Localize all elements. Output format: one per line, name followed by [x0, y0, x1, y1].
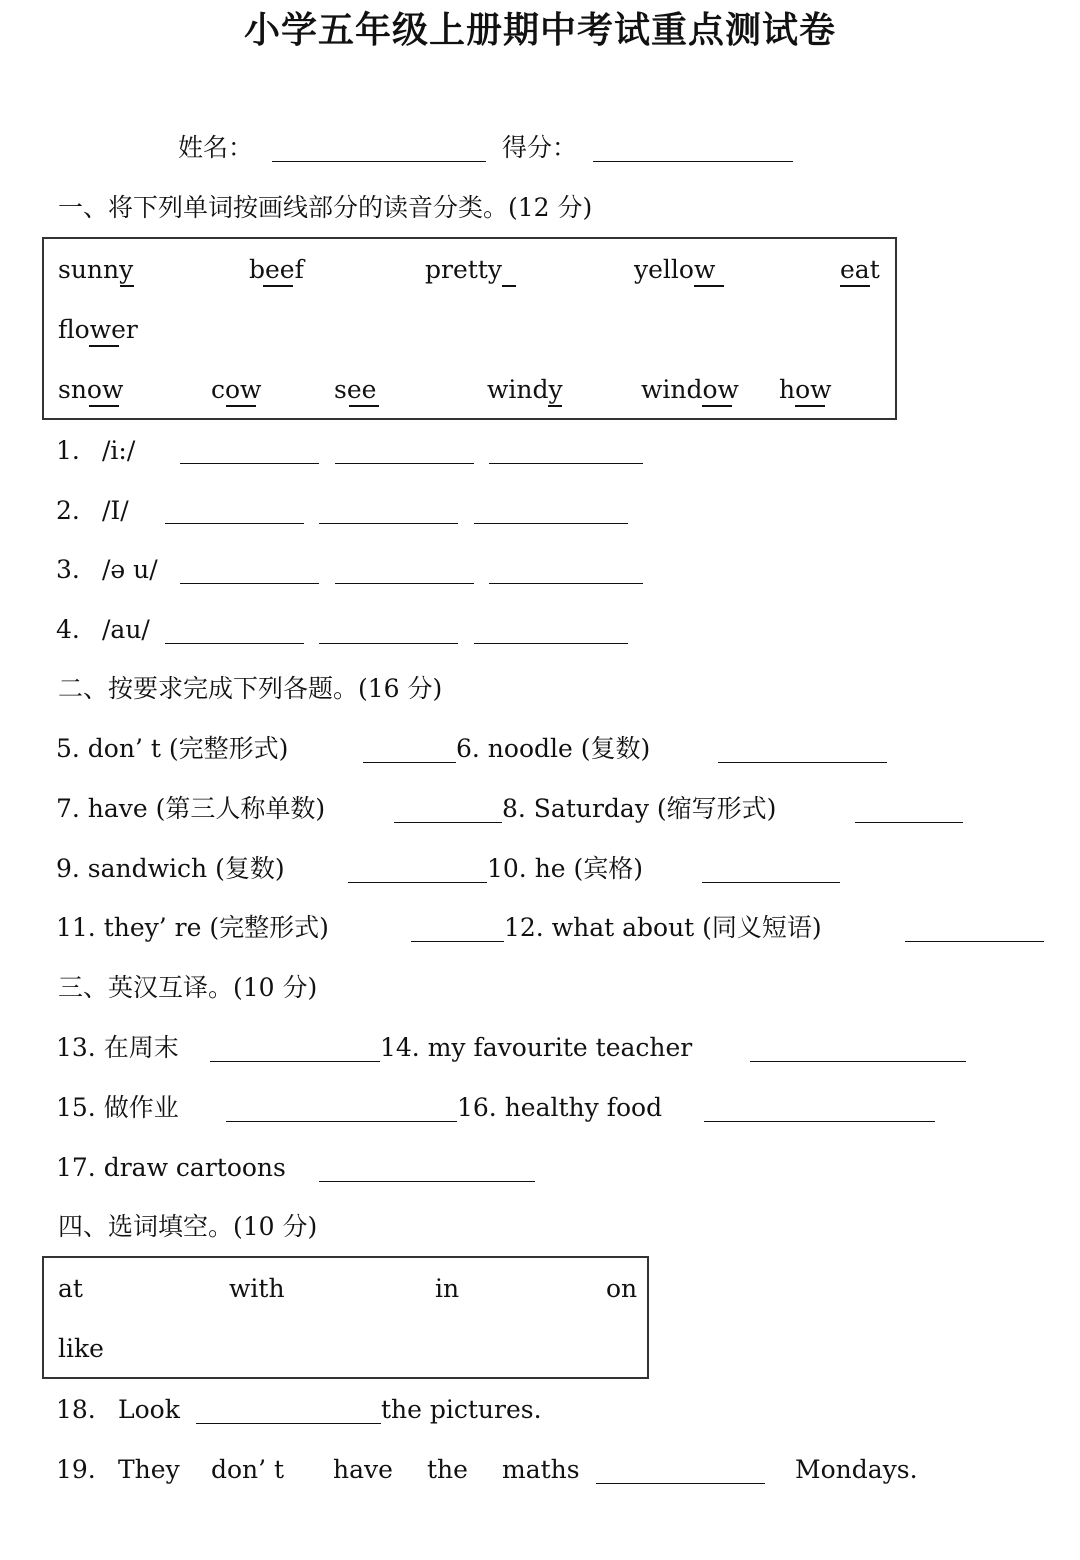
score-label: 得分：: [502, 133, 578, 162]
question-5: 5. don’ t (完整形式): [56, 734, 289, 763]
answer-blank[interactable]: [165, 643, 304, 644]
section4-heading: 四、选词填空。(10 分): [58, 1212, 318, 1241]
question-12: 12. what about (同义短语): [504, 913, 822, 942]
answer-blank[interactable]: [226, 1121, 457, 1122]
question-10: 10. he (宾格): [487, 854, 644, 883]
item-2: [56, 494, 129, 528]
word-yellow: yellow: [634, 255, 716, 284]
word-with: with: [229, 1274, 285, 1303]
word-how: how: [779, 375, 832, 404]
word-beef: beef: [249, 255, 304, 284]
question-9: 9. sandwich (复数): [56, 854, 285, 883]
word-cow: cow: [211, 375, 262, 404]
answer-blank[interactable]: [474, 523, 628, 524]
question-18-text-end: the pictures.: [381, 1395, 542, 1424]
question-13: 13. 在周末: [56, 1033, 179, 1062]
name-field[interactable]: [272, 161, 486, 162]
phonetic-symbol: /au/: [102, 615, 150, 644]
answer-blank[interactable]: [319, 1181, 535, 1182]
question-19-word: have: [333, 1455, 393, 1484]
question-18-text-start: Look: [118, 1395, 180, 1424]
question-19-word: maths: [502, 1455, 580, 1484]
question-7: 7. have (第三人称单数): [56, 794, 326, 823]
answer-blank[interactable]: [335, 463, 474, 464]
word-on: on: [606, 1274, 638, 1303]
name-label: 姓名：: [178, 133, 254, 162]
question-19-word: They: [118, 1455, 180, 1484]
word-pretty: pretty: [425, 255, 502, 284]
answer-blank[interactable]: [704, 1121, 935, 1122]
word-box-1: [42, 237, 897, 420]
underline-mark: [795, 405, 825, 407]
word-windy: windy: [487, 375, 563, 404]
word-see: see: [334, 375, 377, 404]
section1-heading: 一、将下列单词按画线部分的读音分类。(12 分): [58, 193, 593, 222]
question-6: 6. noodle (复数): [456, 734, 651, 763]
question-11: 11. they’ re (完整形式): [56, 913, 329, 942]
question-8: 8. Saturday (缩写形式): [502, 794, 777, 823]
answer-blank[interactable]: [335, 583, 474, 584]
section2-heading: 二、按要求完成下列各题。(16 分): [58, 674, 443, 703]
answer-blank[interactable]: [718, 762, 887, 763]
section3-heading: 三、英汉互译。(10 分): [58, 973, 318, 1002]
word-eat: eat: [840, 255, 880, 284]
phonetic-symbol: /I/: [102, 496, 129, 525]
answer-blank[interactable]: [210, 1061, 380, 1062]
answer-blank[interactable]: [394, 822, 502, 823]
underline-mark: [89, 405, 119, 407]
underline-mark: [694, 285, 724, 287]
answer-blank[interactable]: [319, 523, 458, 524]
item-1: [56, 434, 136, 468]
answer-blank[interactable]: [489, 583, 643, 584]
answer-blank[interactable]: [750, 1061, 966, 1062]
answer-blank[interactable]: [165, 523, 304, 524]
underline-mark: [349, 405, 379, 407]
phonetic-symbol: /ə u/: [102, 555, 158, 584]
question-19-number: 19.: [56, 1455, 96, 1484]
question-17: 17. draw cartoons: [56, 1153, 286, 1182]
underline-mark: [226, 405, 256, 407]
word-like: like: [58, 1334, 104, 1363]
word-sunny: sunny: [58, 255, 134, 284]
answer-blank[interactable]: [596, 1483, 765, 1484]
answer-blank[interactable]: [474, 643, 628, 644]
underline-mark: [502, 285, 516, 287]
question-16: 16. healthy food: [457, 1093, 663, 1122]
word-window: window: [641, 375, 739, 404]
item-number: 2.: [56, 496, 80, 525]
answer-blank[interactable]: [855, 822, 963, 823]
underline-mark: [89, 345, 119, 347]
answer-blank[interactable]: [905, 941, 1044, 942]
item-number: 1.: [56, 436, 80, 465]
answer-blank[interactable]: [363, 762, 456, 763]
underline-mark: [702, 405, 732, 407]
score-field[interactable]: [593, 161, 793, 162]
underline-mark: [548, 405, 562, 407]
answer-blank[interactable]: [702, 882, 840, 883]
item-4: [56, 613, 150, 647]
word-at: at: [58, 1274, 83, 1303]
answer-blank[interactable]: [180, 583, 319, 584]
answer-blank[interactable]: [180, 463, 319, 464]
question-19-text-end: Mondays.: [795, 1455, 918, 1484]
question-15: 15. 做作业: [56, 1093, 179, 1122]
underline-mark: [840, 285, 870, 287]
question-18-number: 18.: [56, 1395, 96, 1424]
question-19-word: the: [427, 1455, 468, 1484]
phonetic-symbol: /i:/: [102, 436, 136, 465]
answer-blank[interactable]: [348, 882, 487, 883]
answer-blank[interactable]: [196, 1423, 381, 1424]
answer-blank[interactable]: [319, 643, 458, 644]
answer-blank[interactable]: [489, 463, 643, 464]
word-box-2: [42, 1256, 649, 1379]
answer-blank[interactable]: [411, 941, 504, 942]
word-flower: flower: [58, 315, 138, 344]
item-3: [56, 553, 158, 587]
question-14: 14. my favourite teacher: [380, 1033, 693, 1062]
underline-mark: [263, 285, 293, 287]
underline-mark: [120, 285, 134, 287]
item-number: 3.: [56, 555, 80, 584]
page-title: 小学五年级上册期中考试重点测试卷: [243, 10, 836, 51]
word-snow: snow: [58, 375, 124, 404]
word-in: in: [435, 1274, 460, 1303]
item-number: 4.: [56, 615, 80, 644]
question-19-word: don’ t: [211, 1455, 285, 1484]
